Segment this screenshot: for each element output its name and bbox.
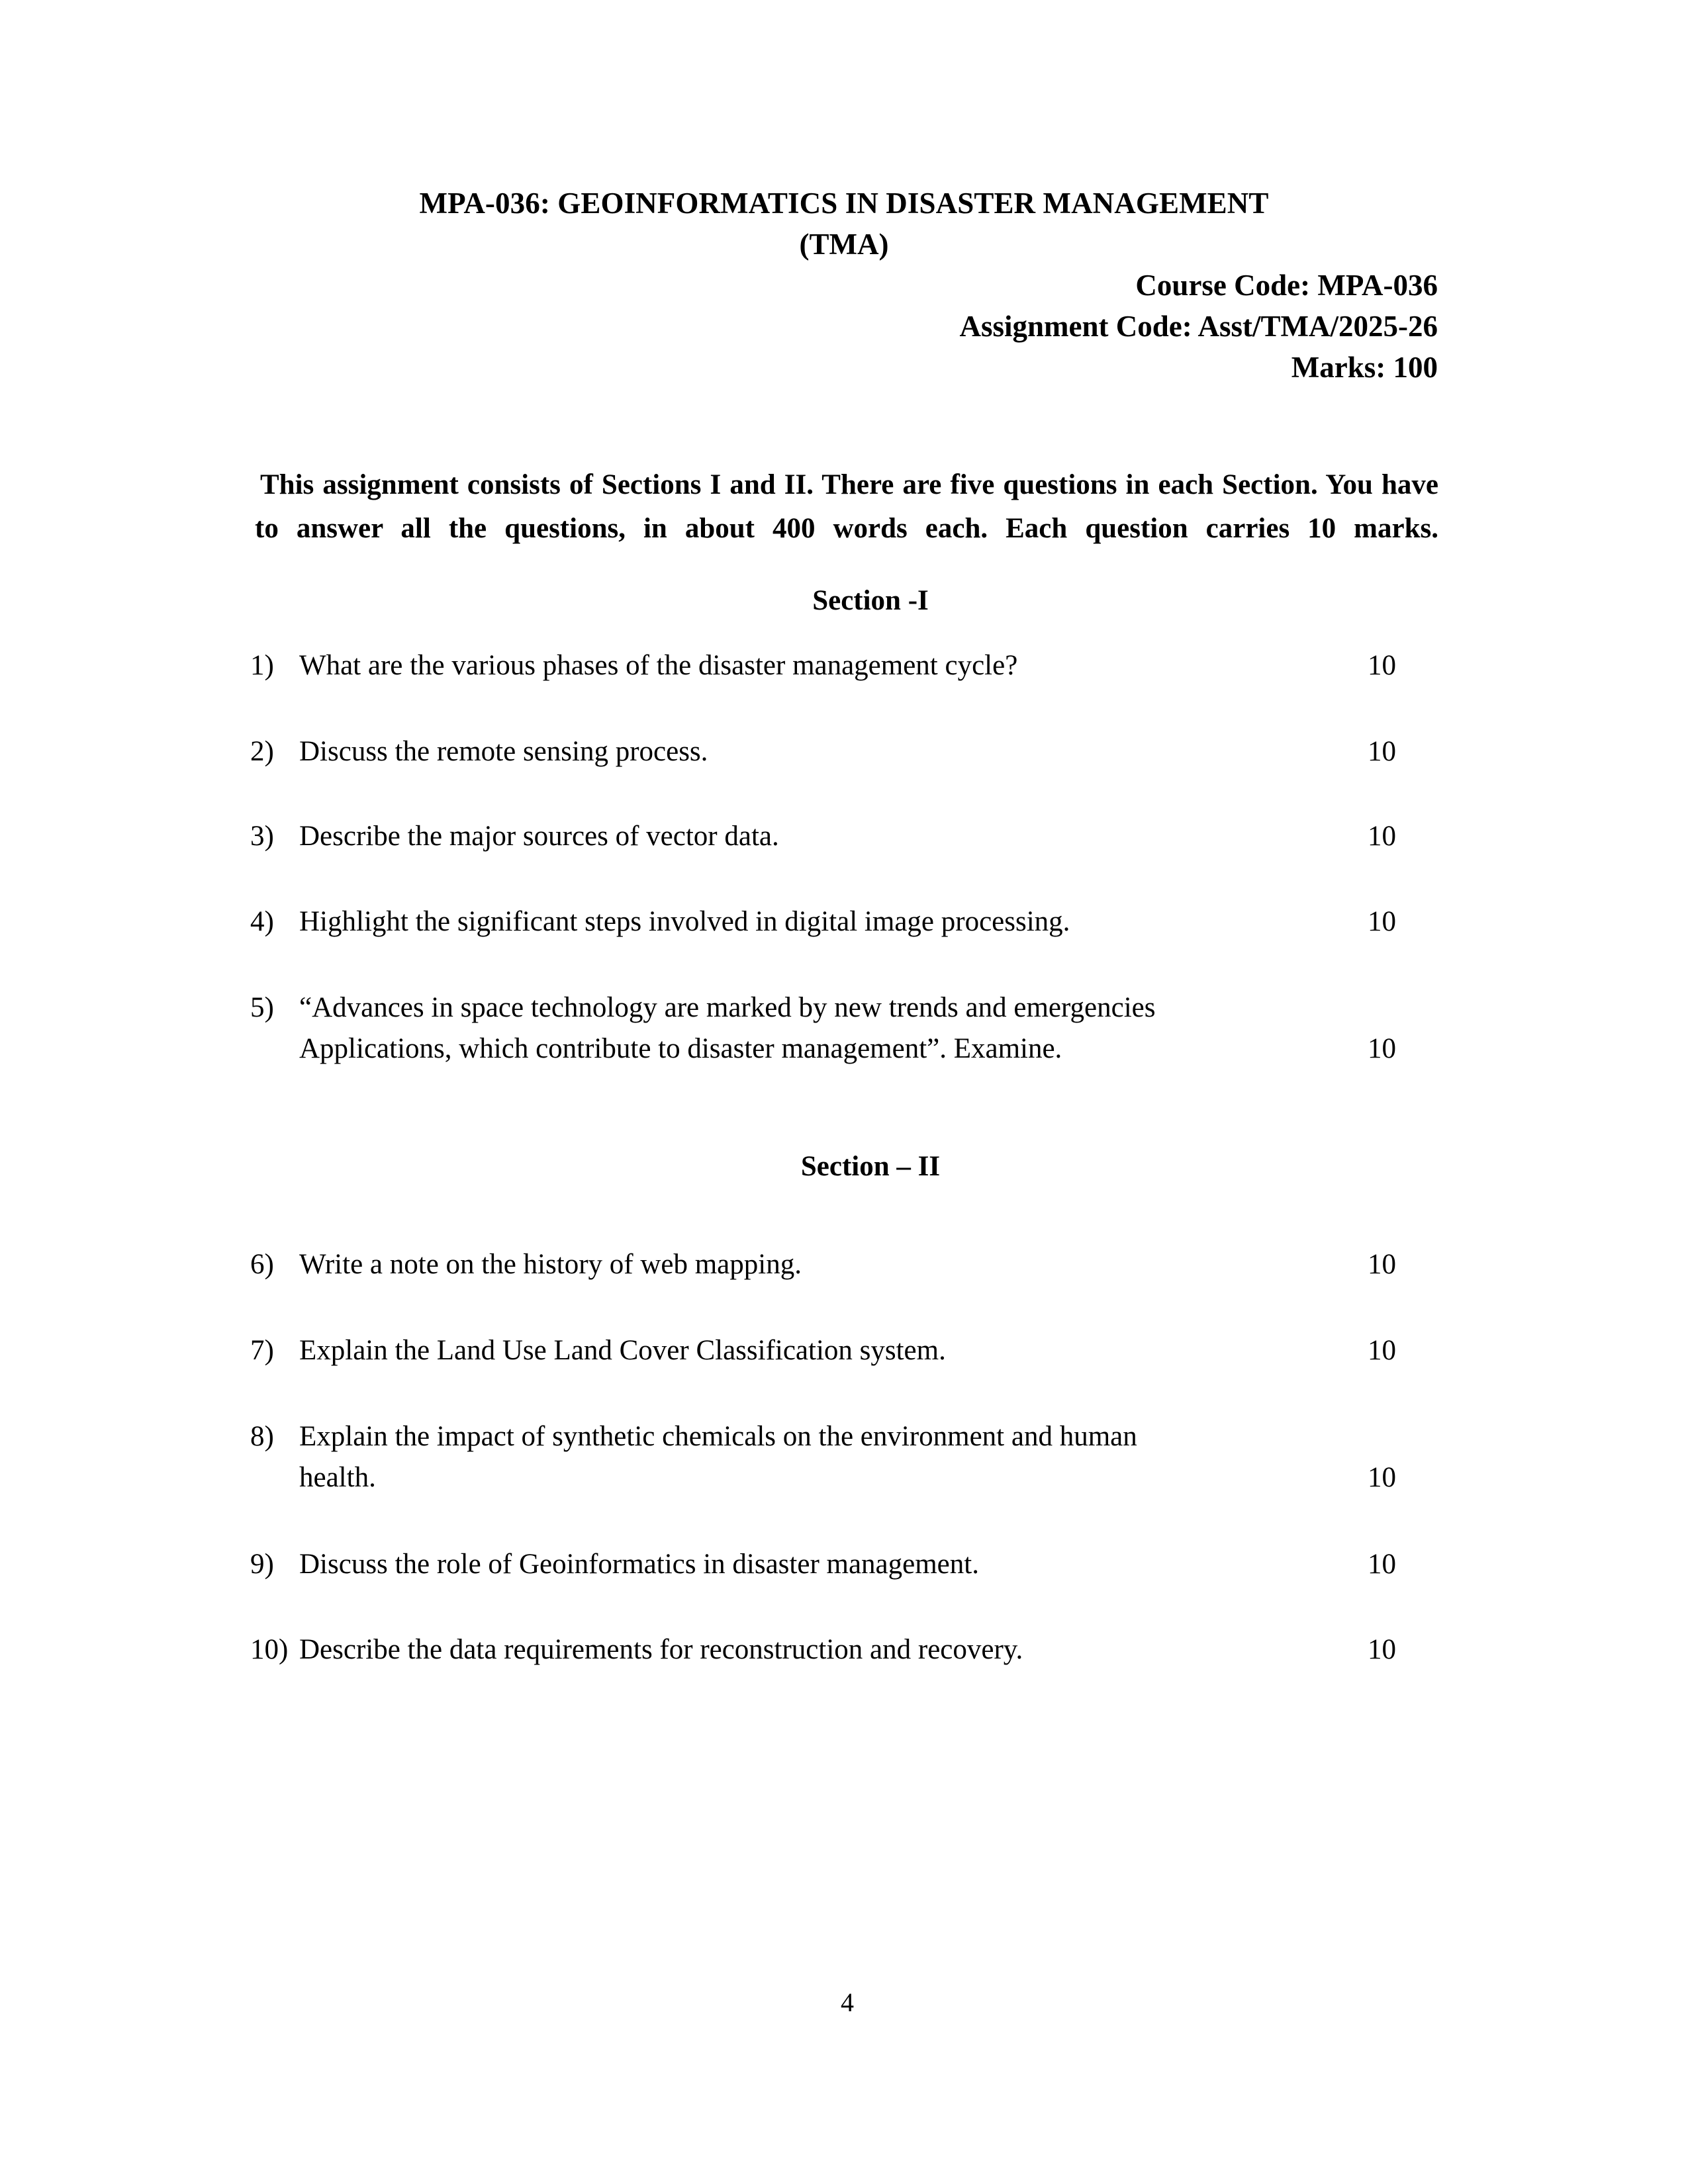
question-text-line-1: “Advances in space technology are marked by new trends and emergencies [299,992,1156,1023]
question-item-6 [250,1244,1435,1285]
question-number: 7) [250,1335,274,1366]
question-marks: 10 [1368,821,1396,852]
question-marks: 10 [1368,1549,1396,1580]
question-number: 6) [250,1249,274,1280]
document-subtitle: (TMA) [799,228,889,261]
instructions-paragraph: This assignment consists of Sections I and II. There are five questions in each Section. You have to answer all the questions, in about 400 words each. Each question carries 10 marks. [255,469,1438,544]
question-number: 4) [250,906,274,937]
question-number: 3) [250,821,274,852]
question-marks: 10 [1368,1634,1396,1665]
question-number: 9) [250,1549,274,1580]
course-code: Course Code: MPA-036 [1135,269,1438,302]
question-number: 5) [250,992,274,1023]
question-item-8 [250,1416,1435,1498]
question-item-9 [250,1544,1435,1585]
section-heading-2: Section – II [800,1151,941,1182]
question-text: Discuss the role of Geoinformatics in disaster management. [299,1549,979,1580]
total-marks: Marks: 100 [1291,351,1438,384]
question-text-line-1: Explain the impact of synthetic chemicals on the environment and human [299,1421,1137,1452]
question-marks: 10 [1368,1462,1396,1493]
question-text: Describe the major sources of vector data. [299,821,779,852]
question-item-7 [250,1330,1435,1371]
question-item-4 [250,901,1435,942]
page-number: 4 [841,1987,854,2017]
question-marks: 10 [1368,1249,1396,1280]
question-text: Discuss the remote sensing process. [299,736,708,767]
question-number: 10) [250,1634,289,1665]
question-item-1 [250,645,1435,686]
question-text: Write a note on the history of web mapping. [299,1249,802,1280]
question-text: What are the various phases of the disaster management cycle? [299,650,1018,681]
question-marks: 10 [1368,650,1396,681]
question-item-10 [250,1629,1435,1670]
assignment-code: Assignment Code: Asst/TMA/2025-26 [959,310,1438,343]
question-number: 8) [250,1421,274,1452]
question-text [299,1416,1435,1498]
question-text [299,987,1435,1069]
question-text: Describe the data requirements for reconstruction and recovery. [299,1634,1023,1665]
question-marks: 10 [1368,1335,1396,1366]
document-header [250,183,1438,388]
question-marks: 10 [1368,1033,1396,1064]
question-text: Explain the Land Use Land Cover Classification system. [299,1335,946,1366]
question-item-2 [250,731,1435,772]
page-title: MPA-036: GEOINFORMATICS IN DISASTER MANAGEMENT [419,187,1269,220]
question-text-line-2: health. [299,1462,376,1493]
question-number: 2) [250,736,274,767]
question-number: 1) [250,650,274,681]
question-marks: 10 [1368,906,1396,937]
question-item-5 [250,987,1435,1069]
question-item-3 [250,816,1435,857]
question-text: Highlight the significant steps involved in digital image processing. [299,906,1070,937]
question-text-line-2: Applications, which contribute to disaster management”. Examine. [299,1033,1062,1064]
question-marks: 10 [1368,736,1396,767]
section-heading-1: Section -I [812,585,929,616]
